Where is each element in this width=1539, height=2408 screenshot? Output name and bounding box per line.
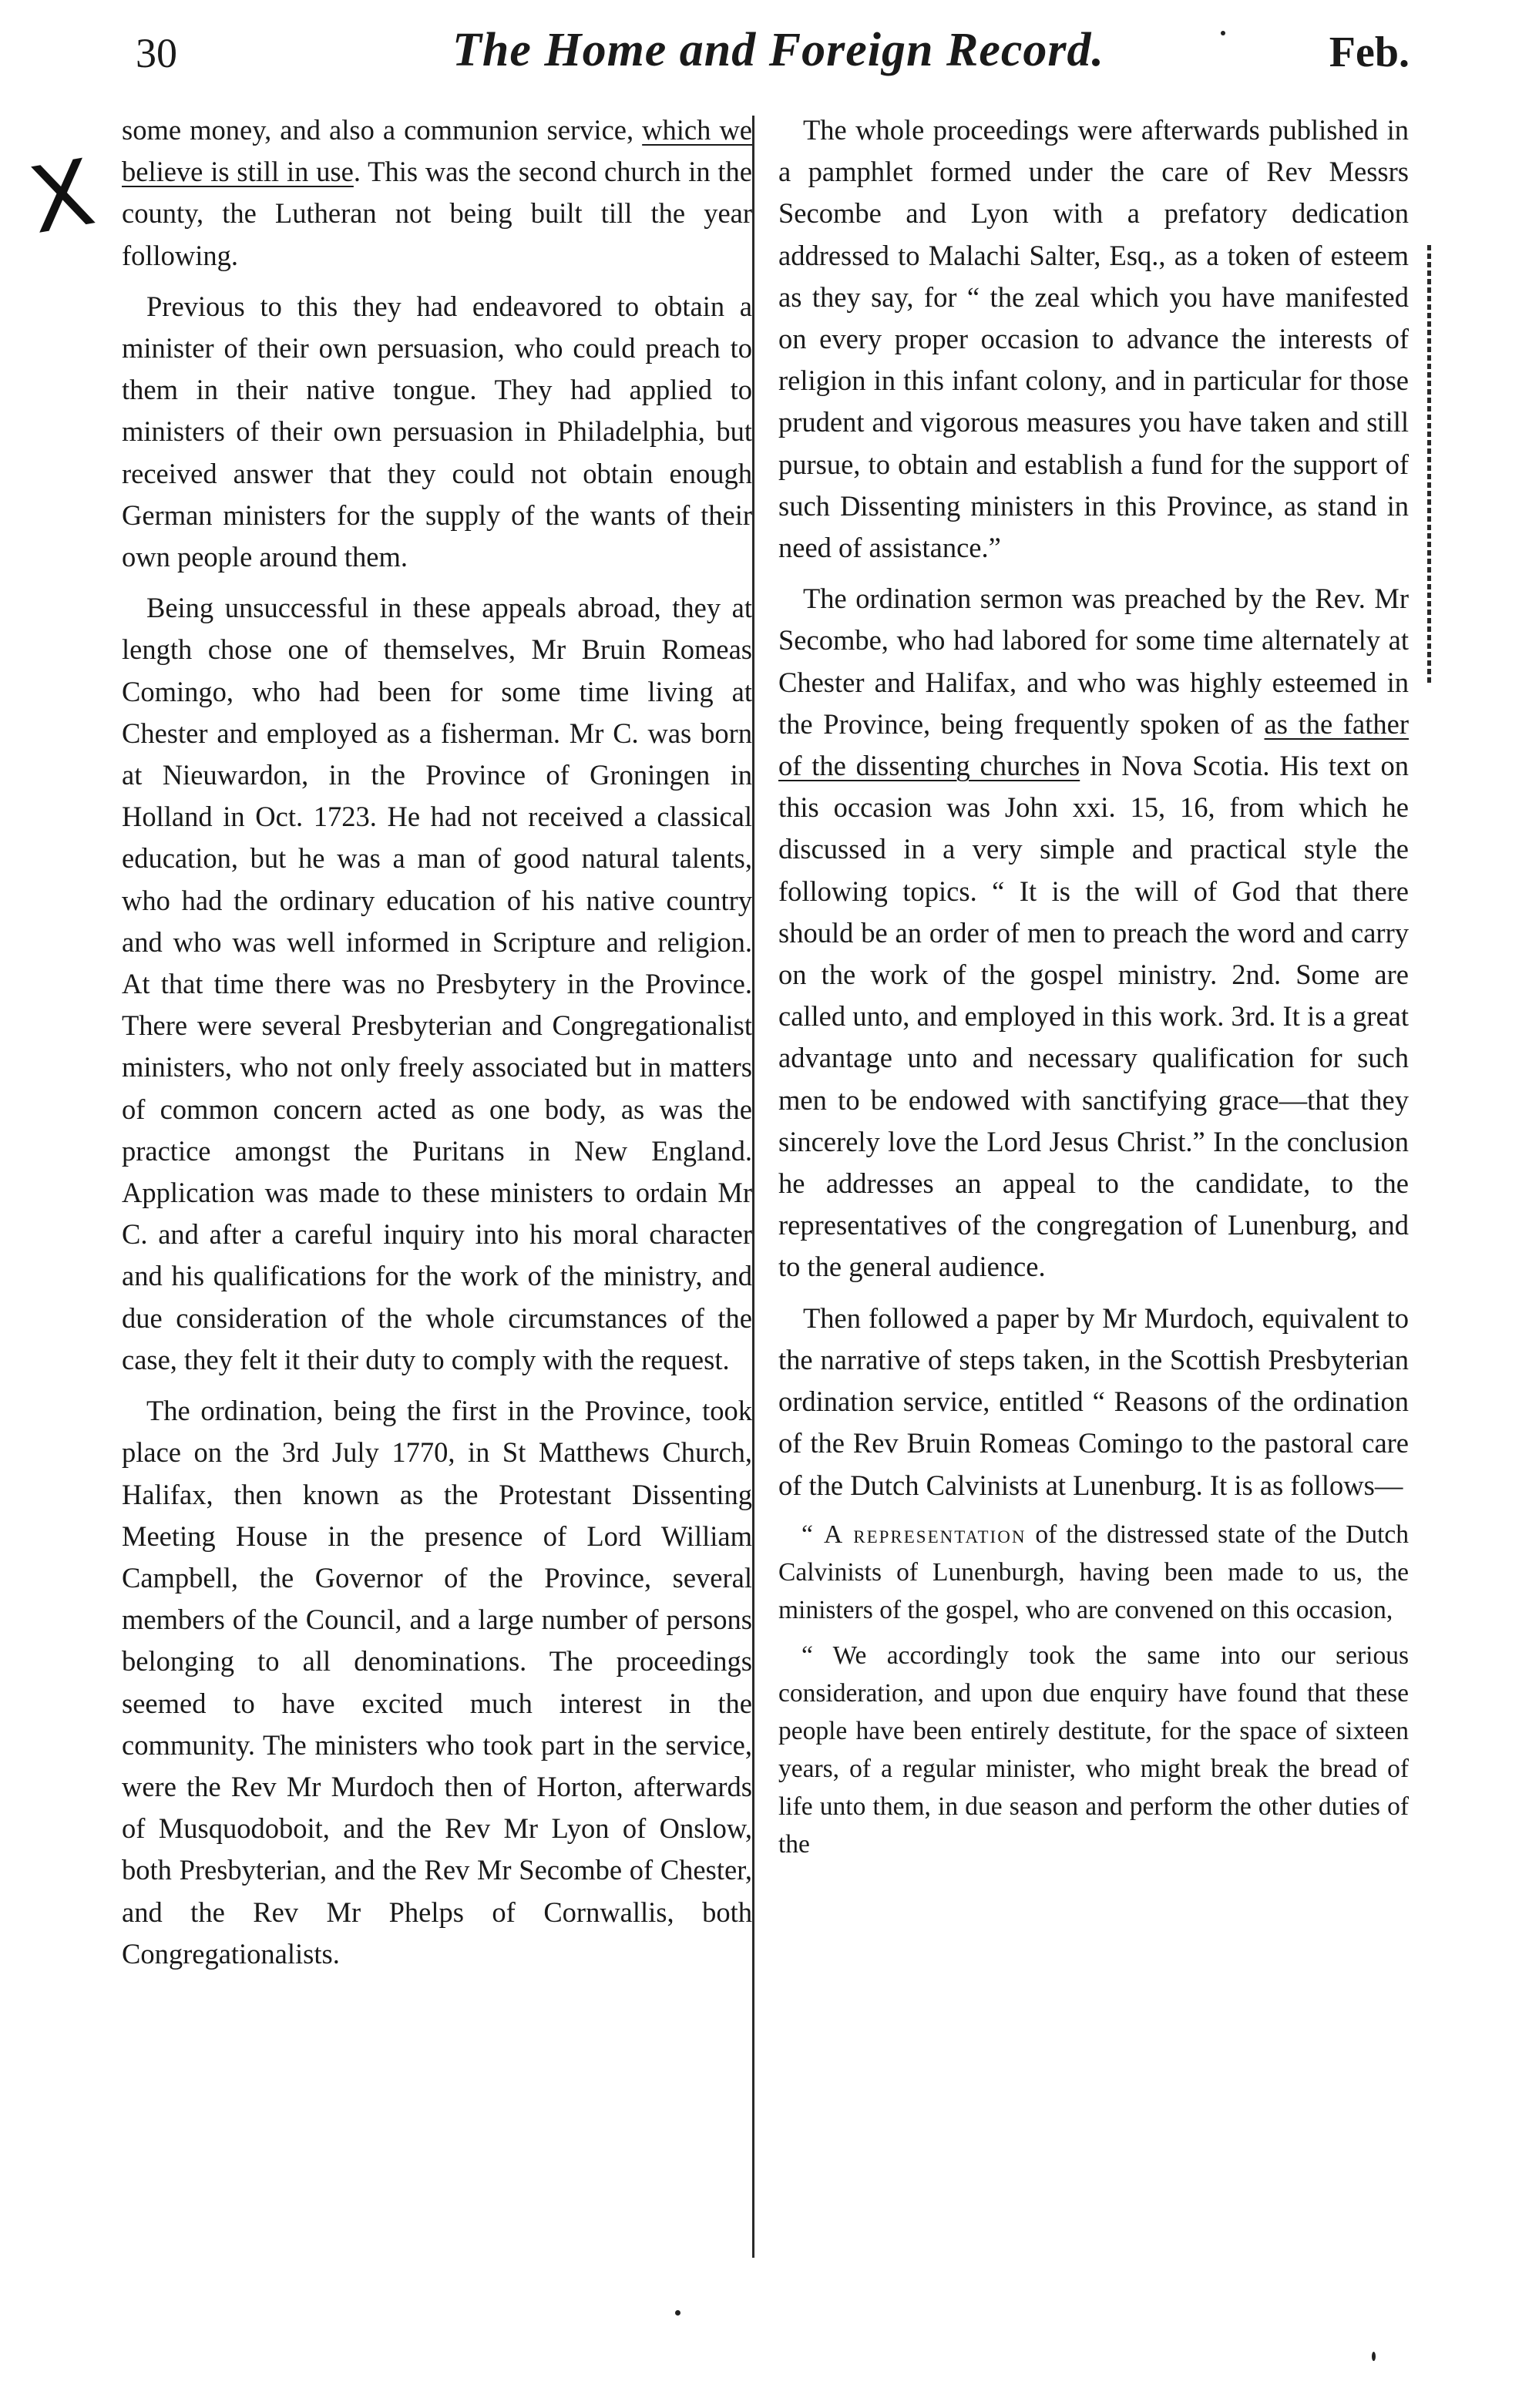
quoted-paragraph: “ We accordingly took the same into our serious consideration, and upon due enquiry have found that these people have been entirely destitute, for the space of sixteen years, of a regular minister, who might break the bread of life unto them, in due season and perform the other duties of the xyxy=(778,1641,1409,1859)
ink-speck xyxy=(1372,2352,1376,2361)
handwritten-x-mark: X xyxy=(22,139,102,254)
journal-title: The Home and Foreign Record. xyxy=(452,24,1105,76)
paragraph: The ordination, being the first in the Province, took place on the 3rd July 1770, in St Matthews Church, Halifax, then known as the Protestant Dissenting Meeting House in the presence of Lord William Campbell, the Governor of the Province, several members of the Council, and a large number of persons belonging to all denominations. The proceedings seemed to have excited much interest in the community. The ministers who took part in the service, were the Rev Mr Murdoch then of Horton, afterwards of Musquodoboit, and the Rev Mr Lyon of Onslow, both Presbyterian, and the Rev Mr Secombe of Chester, and the Rev Mr Phelps of Cornwallis, both Congregationalists. xyxy=(122,1395,752,1970)
paragraph: Then followed a paper by Mr Murdoch, equivalent to the narrative of steps taken, in the Scottish Presbyterian ordination service, entitled “ Reasons of the ordination of the Rev Bruin Romeas Comingo to the pastoral care of the Dutch Calvinists at Lunenburg. It is as follows— xyxy=(778,1301,1409,1501)
quoted-paragraph: “ A representation of the distressed state of the Dutch Calvinists of Lunenburgh, having been made to us, the ministers of the gospel, who are convened on this occasion, xyxy=(778,1520,1409,1624)
page-number: 30 xyxy=(136,30,177,76)
underlined-phrase: which we believe is still in use xyxy=(122,114,753,188)
column-divider xyxy=(752,116,754,2258)
right-column xyxy=(778,109,1409,1871)
paragraph: Being unsuccessful in these appeals abroad, they at length chose one of themselves, Mr Bruin Romeas Comingo, who had been for some time living at Chester and employed as a fisherman. Mr C. was born at Nieuwardon, in the Province of Groningen in Holland in Oct. 1723. He had not received a classical education, but he was a man of good natural talents, who had the ordinary education of his native country and who was well informed in Scripture and religion. At that time there was no Presbytery in the Province. There were several Presbyterian and Congregationalist ministers, who not only freely associated but in matters of common concern acted as one body, as was the practice amongst the Puritans in New England. Application was made to these ministers to ordain Mr C. and after a careful inquiry into his moral character and his qualifications for the work of the ministry, and due consideration of the whole circumstances of the case, they felt it their duty to comply with the request. xyxy=(122,592,752,1375)
paragraph: Previous to this they had endeavored to obtain a minister of their own persuasion, who could preach to them in their native tongue. They had applied to ministers of their own persuasion in Philadelphia, but received answer that they could not obtain enough German ministers for the supply of the wants of their own people around them. xyxy=(122,290,752,573)
ink-speck xyxy=(1221,31,1225,35)
running-header xyxy=(0,0,1539,108)
issue-month: Feb. xyxy=(1329,29,1410,76)
left-column xyxy=(122,109,752,1984)
ink-speck xyxy=(675,2310,680,2316)
margin-sideline-mark xyxy=(1427,245,1431,684)
paragraph: The ordination sermon was preached by the Rev. Mr Secombe, who had labored for some time alternately at Chester and Halifax, and who was highly esteemed in the Province, being frequently spoken of as the father of the dissenting churches in Nova Scotia. His text on this occasion was John xxi. 15, 16, from which he discussed in a very simple and practical style the following topics. “ It is the will of God that there should be an order of men to preach the word and carry on the work of the gospel ministry. 2nd. Some are called unto, and employed in this work. 3rd. It is a great advantage unto and necessary qualification for such men to be endowed with sanctifying grace—that they sincerely love the Lord Jesus Christ.” In the conclusion he addresses an appeal to the candidate, to the representatives of the congregation of Lunenburg, and to the general audience. xyxy=(778,583,1409,1283)
paragraph: some money, and also a communion service, which we believe is still in use. This was the second church in the county, the Lutheran not being built till the year following. xyxy=(122,114,753,271)
paragraph: The whole proceedings were afterwards published in a pamphlet formed under the care of Rev Messrs Secombe and Lyon with a prefatory dedication addressed to Malachi Salter, Esq., as a token of esteem as they say, for “ the zeal which you have manifested on every proper occasion to advance the interests of religion in this infant colony, and in particular for those prudent and vigorous measures you have taken and still pursue, to obtain and establish a fund for the support of such Dissenting ministers in this Province, as stand in need of assistance.” xyxy=(778,114,1409,564)
underlined-phrase: as the father of the dissenting churches xyxy=(778,707,1409,782)
